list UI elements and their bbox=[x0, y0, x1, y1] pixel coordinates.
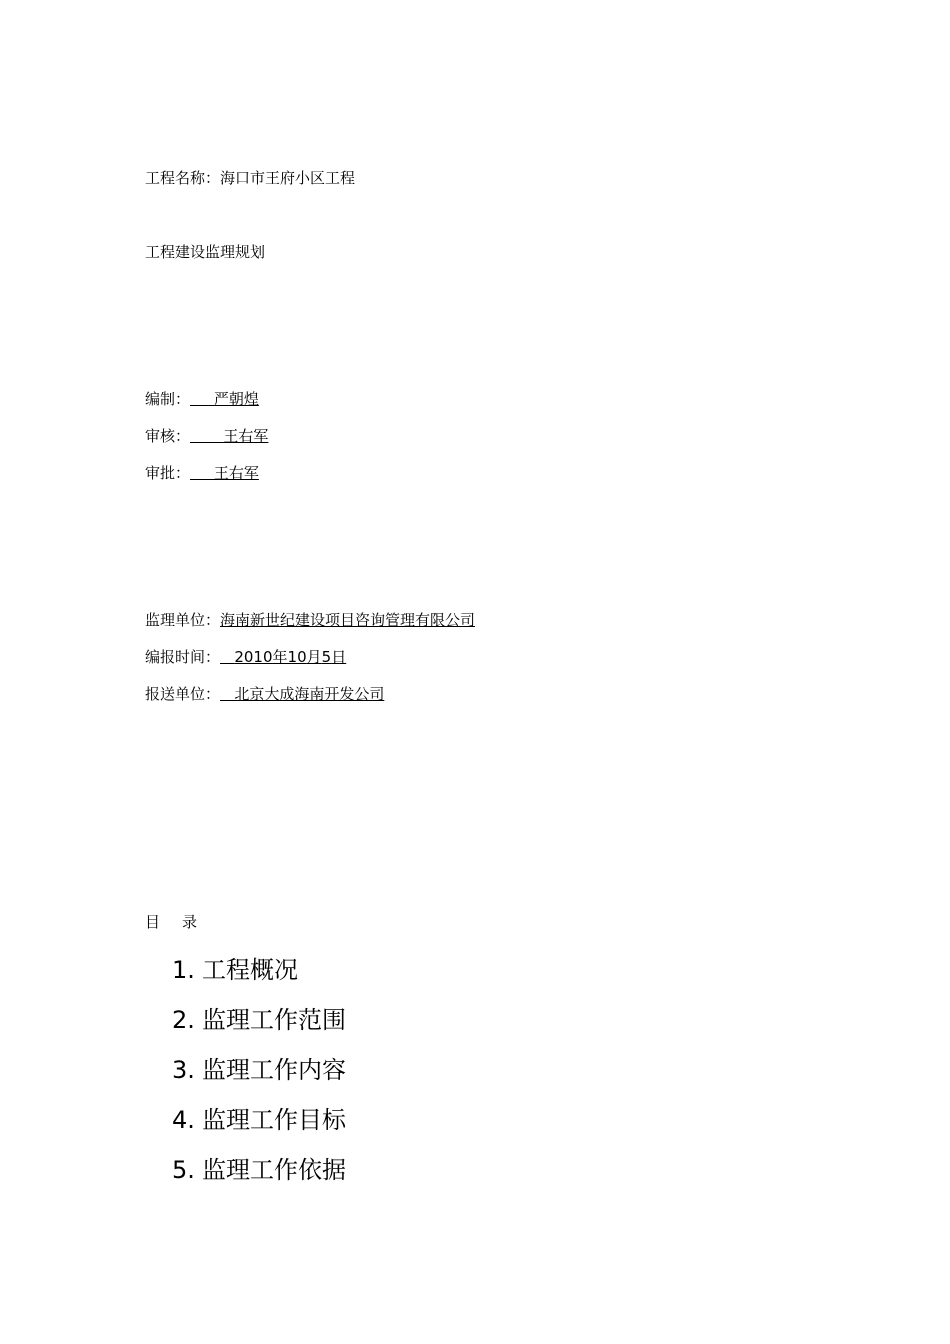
report-date-year: 2010 bbox=[234, 648, 273, 666]
recipient-line bbox=[145, 684, 384, 704]
report-date-month: 10 bbox=[287, 648, 307, 666]
approved-by-label: 审批： bbox=[145, 464, 191, 482]
approved-by-value: 王右军 bbox=[190, 464, 259, 482]
report-date-line bbox=[145, 647, 346, 667]
prepared-by-value: 严朝煌 bbox=[190, 390, 259, 408]
toc-item-number: 1. bbox=[172, 956, 195, 984]
report-date-year-char: 年 bbox=[272, 648, 288, 666]
toc-item-text: 监理工作依据 bbox=[202, 1156, 346, 1184]
toc-item bbox=[172, 1152, 346, 1202]
document-title: 工程建设监理规划 bbox=[145, 243, 266, 261]
report-date-label: 编报时间： bbox=[145, 648, 221, 666]
toc-item-text: 工程概况 bbox=[202, 956, 298, 984]
supervisor-value: 海南新世纪建设项目咨询管理有限公司 bbox=[220, 611, 476, 629]
report-date-value bbox=[220, 648, 346, 666]
reviewed-by-line bbox=[145, 426, 268, 446]
toc-item-number: 2. bbox=[172, 1006, 195, 1034]
toc-item-number: 4. bbox=[172, 1106, 195, 1134]
table-of-contents bbox=[172, 952, 346, 1202]
toc-item-text: 监理工作范围 bbox=[202, 1006, 346, 1034]
toc-item bbox=[172, 1052, 346, 1102]
report-date-day: 5 bbox=[321, 648, 332, 666]
report-date-month-char: 月 bbox=[306, 648, 322, 666]
toc-item-number: 3. bbox=[172, 1056, 195, 1084]
toc-item bbox=[172, 952, 346, 1002]
report-date-pad bbox=[220, 648, 234, 666]
supervisor-label: 监理单位： bbox=[145, 611, 221, 629]
reviewed-by-value: 王右军 bbox=[190, 427, 269, 445]
project-name-line bbox=[145, 168, 355, 188]
toc-heading bbox=[145, 912, 197, 932]
prepared-by-line bbox=[145, 389, 259, 409]
report-date-day-char: 日 bbox=[331, 648, 347, 666]
recipient-label: 报送单位： bbox=[145, 685, 221, 703]
project-name-label: 工程名称： bbox=[145, 169, 221, 187]
toc-item-text: 监理工作内容 bbox=[202, 1056, 346, 1084]
recipient-value: 北京大成海南开发公司 bbox=[220, 685, 385, 703]
toc-item bbox=[172, 1102, 346, 1152]
toc-heading-char-1: 目 bbox=[145, 913, 161, 931]
supervisor-line bbox=[145, 610, 475, 630]
prepared-by-label: 编制： bbox=[145, 390, 191, 408]
approved-by-line bbox=[145, 463, 259, 483]
reviewed-by-label: 审核： bbox=[145, 427, 191, 445]
toc-item bbox=[172, 1002, 346, 1052]
toc-item-number: 5. bbox=[172, 1156, 195, 1184]
toc-heading-char-2: 录 bbox=[182, 913, 198, 931]
project-name-value: 海口市王府小区工程 bbox=[220, 169, 356, 187]
toc-item-text: 监理工作目标 bbox=[202, 1106, 346, 1134]
